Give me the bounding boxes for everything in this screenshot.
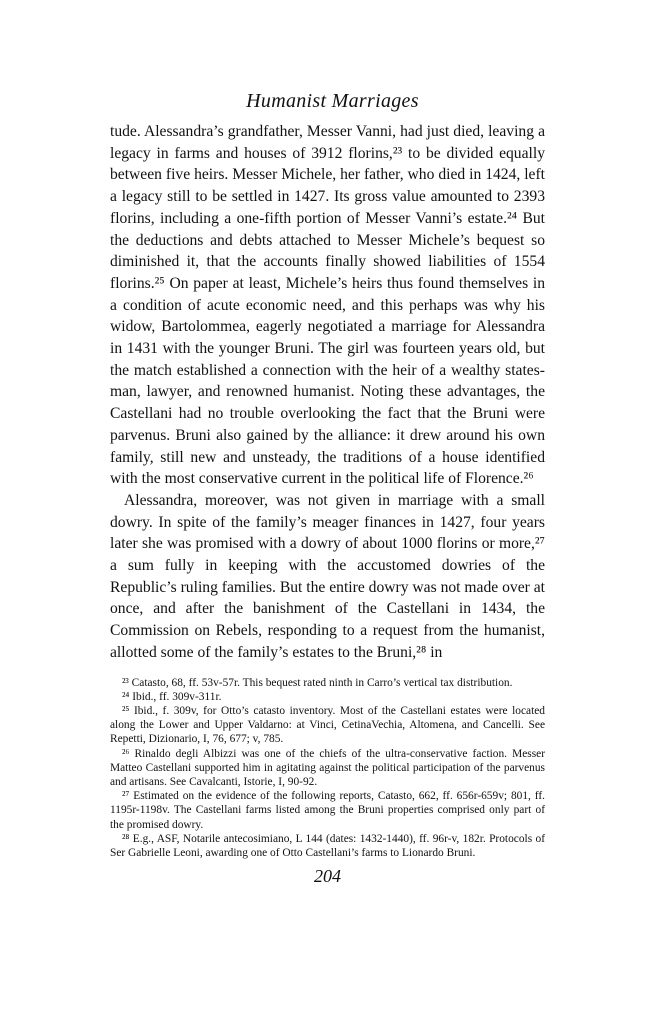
running-head: Humanist Marriages — [246, 90, 419, 112]
footnote-25: ²⁵ Ibid., f. 309v, for Otto’s catasto inventory. Most of the Castellani estates were located along the Lower and Upper Valdarno: at Vinci, CetinaVechia, Altomena, and Cancelli. See Repetti, Dizionario, I, 76, 677; v, 785. — [110, 704, 545, 746]
footnote-27: ²⁷ Estimated on the evidence of the following reports, Catasto, 662, ff. 656r-659v; 801, ff. 1195r-1198v. The Castellani farms listed among the Bruni properties comprised only part of the promised dowry. — [110, 790, 545, 831]
page-number: 204 — [314, 866, 341, 887]
book-page — [110, 90, 545, 887]
body-text — [110, 121, 545, 664]
footnote-23: ²³ Catasto, 68, ff. 53v-57r. This bequest rated ninth in Carro’s vertical tax distribution. — [122, 676, 513, 689]
footnote-24: ²⁴ Ibid., ff. 309v-311r. — [122, 690, 222, 703]
footnote-28: ²⁸ E.g., ASF, Notarile antecosimiano, L 144 (dates: 1432-1440), ff. 96r-v, 182r. Protocols of Ser Gabrielle Leoni, awarding one of Otto Castellani’s farms to Lionardo Bruni. — [110, 832, 545, 860]
paragraph-2: Alessandra, moreover, was not given in marriage with a small dowry. In spite of the family’s meager finances in 1427, four years later she was promised with a dowry of about 1000 florins or more,²⁷ a sum fully in keeping with the accustomed dowries of the Republic’s ruling families. But the entire dowry was not made over at once, and after the banishment of the Castellani in 1434, the Commission on Rebels, responding to a request from the humanist, allotted some of the family’s estates to the Bruni,²⁸ in — [110, 491, 545, 661]
footnote-26: ²⁶ Rinaldo degli Albizzi was one of the chiefs of the ultra-conservative faction. Messer Matteo Castellani supported him in agitating against the political participation of the parvenus and artisans. See Cavalcanti, Istorie, I, 90-92. — [110, 747, 545, 788]
paragraph-1: tude. Alessandra’s grandfather, Messer Vanni, had just died, leaving a legacy in farms and houses of 3912 florins,²³ to be divided equally between five heirs. Messer Michele, her father, who died in 1424, left a legacy still to be settled in 1427. Its gross value amounted to 2393 florins, including a one-fifth portion of Messer Vanni’s estate.²⁴ But the deductions and debts attached to Messer Michele’s bequest so diminished it, that the accounts finally showed liabilities of 1554 florins.²⁵ On paper at least, Michele’s heirs thus found themselves in a condition of acute economic need, and this perhaps was why his widow, Bartolommea, eagerly negotiated a marriage for Alessandra in 1431 with the younger Bruni. The girl was fourteen years old, but the match established a connection with the heir of a wealthy statesman, lawyer, and renowned humanist. Noting these advantages, the Castellani had no trouble overlooking the fact that the Bruni were parvenus. Bruni also gained by the alliance: it drew around his own family, still new and unsteady, the traditions of a house identified with the most conservative current in the political life of Florence.²⁶ — [110, 123, 545, 488]
footnotes — [110, 676, 545, 861]
